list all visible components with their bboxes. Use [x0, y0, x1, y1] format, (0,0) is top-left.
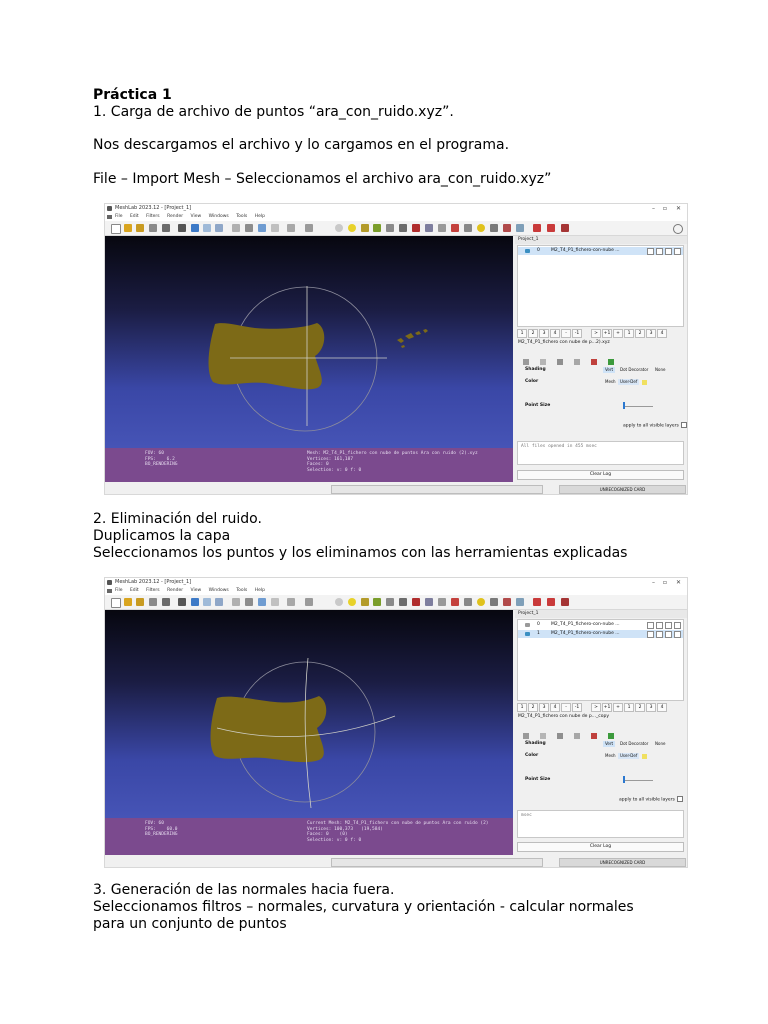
- layer-nav-right: [591, 703, 668, 711]
- status-bar: [105, 483, 687, 494]
- pick-points-icon[interactable]: [386, 598, 394, 606]
- color-swatch[interactable]: [642, 754, 647, 759]
- color-mesh-option[interactable]: Mesh: [605, 379, 616, 384]
- menu-edit[interactable]: Edit: [129, 214, 139, 219]
- layer-action-icon[interactable]: [665, 631, 672, 638]
- save-icon[interactable]: [162, 224, 170, 232]
- tab-tex-icon[interactable]: [591, 359, 597, 365]
- render-mode-icon[interactable]: [191, 598, 199, 606]
- brush-icon[interactable]: [399, 598, 407, 606]
- measure-icon[interactable]: [335, 224, 343, 232]
- color-userdef-option[interactable]: User-Def: [620, 379, 638, 384]
- layer-nav-left: [517, 703, 583, 711]
- quality-icon[interactable]: [464, 598, 472, 606]
- menu-help[interactable]: Help: [254, 588, 265, 593]
- status-progress: [331, 858, 543, 867]
- window-title: MeshLab 2023.12 - [Project_1]: [115, 579, 192, 585]
- layer-action-icon[interactable]: [665, 248, 672, 255]
- new-project-icon[interactable]: [111, 224, 121, 234]
- minimize-icon[interactable]: –: [652, 205, 655, 212]
- points-icon[interactable]: [215, 598, 223, 606]
- menu-filters[interactable]: Filters: [146, 214, 160, 219]
- tab-box-icon[interactable]: [523, 359, 529, 365]
- layer-row[interactable]: [518, 630, 683, 638]
- tab-points-icon[interactable]: [540, 733, 546, 739]
- tab-faces-icon[interactable]: [574, 359, 580, 365]
- remove-x-icon[interactable]: [533, 598, 541, 606]
- points-icon[interactable]: [215, 224, 223, 232]
- bbox-icon[interactable]: [203, 598, 211, 606]
- color-mesh-option[interactable]: Mesh: [605, 753, 616, 758]
- layer-nav-button[interactable]: 3: [646, 703, 656, 712]
- layer-nav-button[interactable]: 4: [550, 329, 560, 338]
- layer-nav-button[interactable]: 2: [635, 329, 645, 338]
- texture-icon[interactable]: [271, 598, 279, 606]
- step1-heading: 1. Carga de archivo de puntos “ara_con_ruido.xyz”.: [93, 104, 454, 120]
- point-size-label: Point Size: [525, 403, 551, 408]
- snapshot-icon[interactable]: [178, 224, 186, 232]
- layer-action-icon[interactable]: [674, 631, 681, 638]
- layer-nav-button[interactable]: 3: [646, 329, 656, 338]
- delete-selected-icon[interactable]: [451, 598, 459, 606]
- info-icon[interactable]: [477, 224, 485, 232]
- step1-paragraph: Nos descargamos el archivo y lo cargamos en el programa.: [93, 137, 510, 153]
- layer-list: [517, 619, 684, 701]
- layer-icon[interactable]: [305, 598, 313, 606]
- menu-help[interactable]: Help: [254, 214, 265, 219]
- shading-vert-option[interactable]: Vert: [605, 741, 614, 746]
- apply-all-checkbox[interactable]: [681, 422, 687, 428]
- smooth-shading-icon[interactable]: [258, 224, 266, 232]
- layer-number: 0: [537, 248, 540, 253]
- clear-log-button[interactable]: Clear Log: [517, 842, 684, 852]
- 3d-viewport[interactable]: [105, 236, 513, 448]
- step2-duplicate: Duplicamos la capa: [93, 528, 231, 544]
- select-vertices-icon[interactable]: [412, 598, 420, 606]
- layer-nav-button[interactable]: >: [591, 329, 601, 338]
- layer-nav-button[interactable]: 4: [550, 703, 560, 712]
- layer-nav-button[interactable]: +: [613, 703, 623, 712]
- layer-icon[interactable]: [305, 224, 313, 232]
- layer-visibility-icon[interactable]: [525, 623, 530, 627]
- layer-number: 0: [537, 622, 540, 627]
- menu-render[interactable]: Render: [167, 214, 184, 219]
- render-mode-icon[interactable]: [191, 224, 199, 232]
- layer-row[interactable]: [518, 247, 683, 255]
- status-card-label: UNRECOGNIZED CARD: [559, 858, 686, 867]
- smooth-shading-icon[interactable]: [258, 598, 266, 606]
- mesh-file-label: M2_T4_P1_fichero con nube de p...2).xyz: [518, 340, 610, 345]
- layer-actions: [645, 631, 681, 642]
- info-overlay: [105, 448, 513, 482]
- layer-action-icon[interactable]: [647, 631, 654, 638]
- shading-label: Shading: [525, 367, 546, 372]
- menu-view[interactable]: View: [190, 588, 202, 593]
- align-icon[interactable]: [361, 598, 369, 606]
- tab-decor-icon[interactable]: [608, 733, 614, 739]
- shading-dot-option[interactable]: Dot Decorator: [620, 367, 649, 372]
- menu-view[interactable]: View: [190, 214, 202, 219]
- clear-log-button[interactable]: Clear Log: [517, 470, 684, 480]
- bbox-icon[interactable]: [203, 224, 211, 232]
- window-title: MeshLab 2023.12 - [Project_1]: [115, 205, 192, 211]
- step3-instructions: Seleccionamos filtros – normales, curvatura y orientación - calcular normales: [93, 899, 634, 915]
- mesh-info: Mesh: M2_T4_P1_fichero con nube de puntos Ara con ruido (2).xyz Vertices: 161,187 Faces: 0 Selection: v: 0 f: 0: [307, 451, 478, 473]
- ruler-icon[interactable]: [490, 598, 498, 606]
- close-icon[interactable]: ✕: [675, 205, 681, 212]
- apply-all-label: apply to all visible layers: [623, 422, 687, 430]
- noise-points: [397, 329, 428, 348]
- meshlab-app-icon: [107, 206, 112, 211]
- snapshot-icon[interactable]: [178, 598, 186, 606]
- viewport-canvas: [105, 236, 513, 448]
- menu-windows[interactable]: Windows: [208, 588, 229, 593]
- layer-visibility-icon[interactable]: [525, 632, 530, 636]
- quality-icon[interactable]: [464, 224, 472, 232]
- layer-name: M2_T4_P1_fichero-con-nube ...: [551, 631, 620, 636]
- panel-title: Project_1: [515, 610, 687, 618]
- point-size-label: Point Size: [525, 777, 551, 782]
- main-toolbar: [105, 221, 687, 236]
- menu-windows[interactable]: Windows: [208, 214, 229, 219]
- delete-selected-icon[interactable]: [451, 224, 459, 232]
- meshlab-screenshot-1: [104, 203, 688, 495]
- layer-panel: [515, 236, 687, 483]
- layer-nav-button[interactable]: 4: [657, 329, 667, 338]
- layer-nav-button[interactable]: -: [561, 329, 571, 338]
- import-mesh-icon[interactable]: [136, 224, 144, 232]
- shading-label: Shading: [525, 741, 546, 746]
- layer-nav-button[interactable]: +1: [603, 705, 611, 710]
- menu-tools[interactable]: Tools: [236, 214, 248, 219]
- log-text: All files opened in 455 msec: [521, 444, 597, 449]
- point-size-handle[interactable]: [623, 402, 625, 409]
- tab-decor-icon[interactable]: [608, 359, 614, 365]
- info-overlay: [105, 818, 513, 855]
- new-project-icon[interactable]: [111, 598, 121, 608]
- status-progress: [331, 485, 543, 494]
- meshlab-screenshot-2: [104, 577, 688, 868]
- layer-nav-button[interactable]: -1: [572, 703, 582, 712]
- log-area: [517, 810, 684, 838]
- color-label: Color: [525, 379, 539, 384]
- shading-none-option[interactable]: None: [655, 741, 666, 746]
- color-label: Color: [525, 753, 539, 758]
- pick-points-icon[interactable]: [386, 224, 394, 232]
- shading-dot-option[interactable]: Dot Decorator: [620, 741, 649, 746]
- point-size-slider[interactable]: [623, 780, 653, 781]
- minimize-icon[interactable]: –: [652, 579, 655, 586]
- menu-edit[interactable]: Edit: [129, 588, 139, 593]
- select-vertices-icon[interactable]: [412, 224, 420, 232]
- ruler-icon[interactable]: [490, 224, 498, 232]
- layer-nav-button[interactable]: 3: [539, 703, 549, 712]
- layer-nav-button[interactable]: +1: [603, 331, 611, 336]
- layer-name: M2_T4_P1_fichero-con-nube ...: [551, 622, 620, 627]
- step3-heading: 3. Generación de las normales hacia fuera.: [93, 882, 395, 898]
- tab-wire-icon[interactable]: [557, 359, 563, 365]
- layer-nav-left: [517, 329, 583, 337]
- meshlab-app-icon: [107, 580, 112, 585]
- tab-tex-icon[interactable]: [591, 733, 597, 739]
- fps-info: FOV: 60 FPS: 6.2 BO_RENDERING: [145, 451, 178, 467]
- layer-name: M2_T4_P1_fichero-con-nube ...: [551, 248, 620, 253]
- layer-visibility-icon[interactable]: [525, 249, 530, 253]
- tab-box-icon[interactable]: [523, 733, 529, 739]
- layer-nav-button[interactable]: +: [613, 329, 623, 338]
- tab-points-icon[interactable]: [540, 359, 546, 365]
- menu-file[interactable]: File: [115, 588, 123, 593]
- tab-wire-icon[interactable]: [557, 733, 563, 739]
- menu-logo-icon: [107, 215, 112, 219]
- open-project-icon[interactable]: [124, 224, 132, 232]
- layer-nav-right: [591, 329, 668, 337]
- layer-number: 1: [537, 631, 540, 636]
- point-size-slider[interactable]: [623, 406, 653, 407]
- color-userdef-option[interactable]: User-Def: [620, 753, 638, 758]
- apply-all-checkbox[interactable]: [677, 796, 683, 802]
- wireframe-icon[interactable]: [232, 224, 240, 232]
- menu-logo-icon: [107, 589, 112, 593]
- select-faces-icon[interactable]: [425, 598, 433, 606]
- layer-nav-button[interactable]: 3: [539, 329, 549, 338]
- layer-action-icon[interactable]: [656, 622, 663, 629]
- select-connected-icon[interactable]: [438, 224, 446, 232]
- annotation-icon[interactable]: [348, 598, 356, 606]
- flat-shading-icon[interactable]: [245, 224, 253, 232]
- menu-bar: [105, 587, 687, 595]
- layer-nav-button[interactable]: 1: [517, 329, 527, 338]
- layer-nav-button[interactable]: 1: [624, 329, 634, 338]
- brush-icon[interactable]: [399, 224, 407, 232]
- select-area-icon[interactable]: [516, 598, 524, 606]
- import-mesh-icon[interactable]: [136, 598, 144, 606]
- log-area: [517, 441, 684, 465]
- save-icon[interactable]: [162, 598, 170, 606]
- apply-all-label: apply to all visible layers: [619, 796, 683, 804]
- layer-action-icon[interactable]: [647, 248, 654, 255]
- step3-instructions-cont: para un conjunto de puntos: [93, 916, 287, 932]
- shading-vert-option[interactable]: Vert: [605, 367, 614, 372]
- measure-icon[interactable]: [335, 598, 343, 606]
- reload-icon[interactable]: [149, 598, 157, 606]
- layer-action-icon[interactable]: [656, 631, 663, 638]
- menu-tools[interactable]: Tools: [236, 588, 248, 593]
- remove-y-icon[interactable]: [547, 224, 555, 232]
- remove-y-icon[interactable]: [547, 598, 555, 606]
- paint-icon[interactable]: [373, 224, 381, 232]
- layer-actions: [645, 248, 681, 259]
- manipulator-icon[interactable]: [503, 598, 511, 606]
- step2-heading: 2. Eliminación del ruido.: [93, 511, 262, 527]
- maximize-icon[interactable]: ▫: [662, 579, 667, 586]
- layer-row[interactable]: [518, 621, 683, 629]
- layer-nav-button[interactable]: 2: [635, 703, 645, 712]
- light-icon[interactable]: [287, 224, 295, 232]
- remove-z-icon[interactable]: [561, 598, 569, 606]
- page-title: Práctica 1: [93, 87, 172, 103]
- point-cloud-mesh: [211, 696, 327, 762]
- menu-bar: [105, 213, 687, 221]
- flat-shading-icon[interactable]: [245, 598, 253, 606]
- layer-nav-button[interactable]: 1: [624, 703, 634, 712]
- paint-icon[interactable]: [373, 598, 381, 606]
- mesh-file-label: M2_T4_P1_fichero con nube de p..._copy: [518, 714, 610, 719]
- texture-icon[interactable]: [271, 224, 279, 232]
- layer-nav-button[interactable]: -1: [572, 329, 582, 338]
- align-icon[interactable]: [361, 224, 369, 232]
- layer-action-icon[interactable]: [665, 622, 672, 629]
- layer-panel: [515, 610, 687, 856]
- fps-info: FOV: 60 FPS: 60.0 BO_RENDERING: [145, 821, 178, 837]
- mesh-info: Current Mesh: M2_T4_P1_fichero con nube de puntos Ara con ruido (2) Vertices: 100,373 (19,584) Faces: 0 (0) Selection: v: 0 f: 0: [307, 821, 489, 843]
- select-faces-icon[interactable]: [425, 224, 433, 232]
- tab-faces-icon[interactable]: [574, 733, 580, 739]
- open-project-icon[interactable]: [124, 598, 132, 606]
- menu-file[interactable]: File: [115, 214, 123, 219]
- status-card-label: UNRECOGNIZED CARD: [559, 485, 686, 494]
- viewport-canvas: [105, 610, 513, 818]
- log-text: msec: [521, 813, 532, 818]
- select-connected-icon[interactable]: [438, 598, 446, 606]
- layer-action-icon[interactable]: [647, 622, 654, 629]
- remove-x-icon[interactable]: [533, 224, 541, 232]
- search-icon[interactable]: [673, 224, 683, 234]
- select-area-icon[interactable]: [516, 224, 524, 232]
- layer-action-icon[interactable]: [674, 248, 681, 255]
- menu-filters[interactable]: Filters: [146, 588, 160, 593]
- light-icon[interactable]: [287, 598, 295, 606]
- panel-title: Project_1: [515, 236, 687, 244]
- main-toolbar: [105, 595, 687, 610]
- menu-render[interactable]: Render: [167, 588, 184, 593]
- manipulator-icon[interactable]: [503, 224, 511, 232]
- window-titlebar: [105, 204, 687, 213]
- step2-instructions: Seleccionamos los puntos y los eliminamos con las herramientas explicadas: [93, 545, 628, 561]
- wireframe-icon[interactable]: [232, 598, 240, 606]
- maximize-icon[interactable]: ▫: [662, 205, 667, 212]
- layer-action-icon[interactable]: [656, 248, 663, 255]
- layer-nav-button[interactable]: 4: [657, 703, 667, 712]
- info-icon[interactable]: [477, 598, 485, 606]
- 3d-viewport[interactable]: [105, 610, 513, 818]
- color-swatch[interactable]: [642, 380, 647, 385]
- window-titlebar: [105, 578, 687, 587]
- layer-list: [517, 245, 684, 327]
- layer-nav-button[interactable]: 2: [528, 703, 538, 712]
- layer-nav-button[interactable]: 2: [528, 329, 538, 338]
- layer-nav-button[interactable]: -: [561, 703, 571, 712]
- point-size-handle[interactable]: [623, 776, 625, 783]
- shading-none-option[interactable]: None: [655, 367, 666, 372]
- layer-nav-button[interactable]: >: [591, 703, 601, 712]
- layer-action-icon[interactable]: [674, 622, 681, 629]
- reload-icon[interactable]: [149, 224, 157, 232]
- step1-instructions: File – Import Mesh – Seleccionamos el archivo ara_con_ruido.xyz”: [93, 171, 552, 187]
- annotation-icon[interactable]: [348, 224, 356, 232]
- layer-nav-button[interactable]: 1: [517, 703, 527, 712]
- status-bar: [105, 856, 687, 867]
- remove-z-icon[interactable]: [561, 224, 569, 232]
- close-icon[interactable]: ✕: [675, 579, 681, 586]
